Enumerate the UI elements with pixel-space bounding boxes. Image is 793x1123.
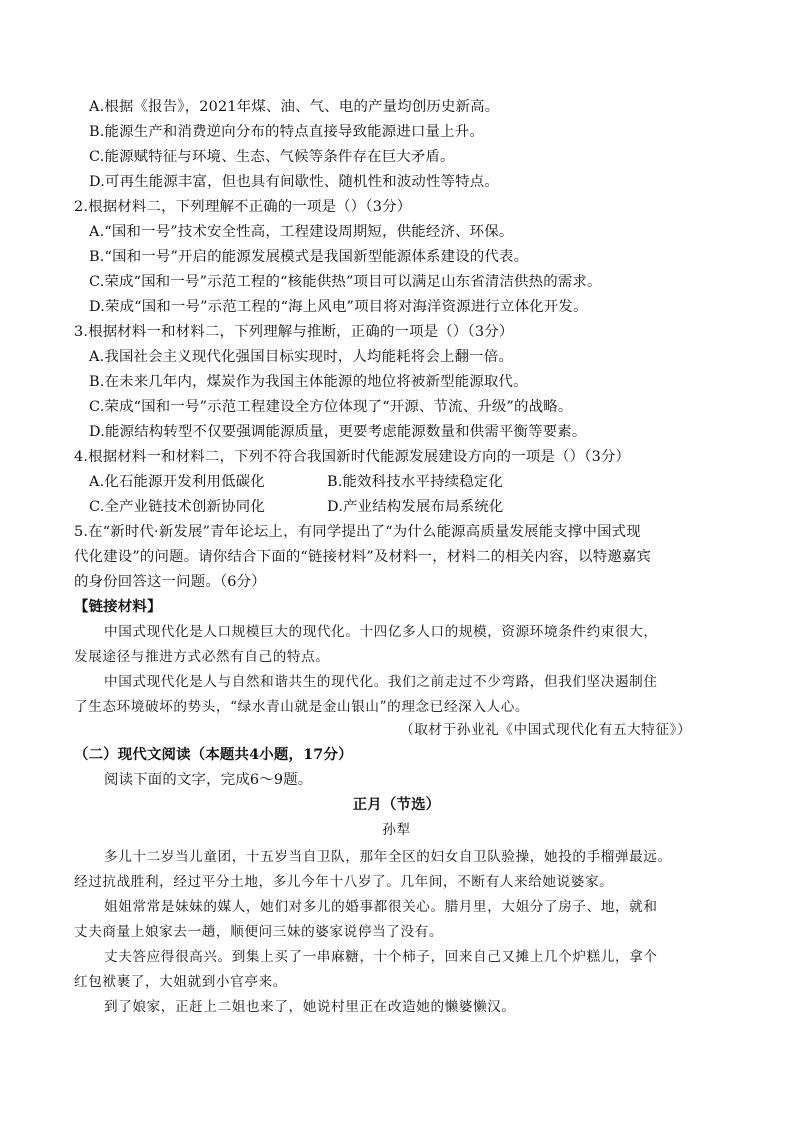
- q4-option-c: C.全产业链技术创新协同化: [89, 499, 265, 515]
- q2-option-c: C.荣成“国和一号”示范工程的“核能供热”项目可以满足山东省清洁供热的需求。: [89, 274, 602, 290]
- section-2-heading: （二）现代文阅读（本题共4小题，17分）: [74, 746, 353, 763]
- q3-option-c: C.荣成“国和一号”示范工程建设全方位体现了“开源、节流、升级”的战略。: [89, 399, 573, 415]
- story-p3-line-1: 丈夫答应得很高兴。到集上买了一串麻糖，十个柿子，回来自己又摊上几个炉糕儿，拿个: [104, 949, 658, 965]
- story-p1-line-1: 多儿十二岁当儿童团，十五岁当自卫队，那年全区的妇女自卫队验操，她投的手榴弹最远。: [104, 849, 672, 865]
- link-material-heading: 【链接材料】: [74, 598, 162, 615]
- story-p2-line-1: 姐姐常常是妹妹的媒人，她们对多儿的婚事都很关心。腊月里，大姐分了房子、地，就和: [104, 899, 658, 915]
- story-p3-line-2: 红包袱裹了，大姐就到小官亭来。: [74, 974, 287, 990]
- link-source: （取材于孙业礼《中国式现代化有五大特征》）: [400, 722, 692, 738]
- q5-line-2: 代化建设”的问题。请你结合下面的“链接材料”及材料一，材料二的相关内容，以特邀嘉宾: [74, 549, 652, 565]
- q3-option-b: B.在未来几年内，煤炭作为我国主体能源的地位将被新型能源取代。: [89, 374, 528, 390]
- link-p2-line-2: 了生态环境破坏的势头，“绿水青山就是金山银山”的理念已经深入人心。: [74, 699, 530, 715]
- story-author: 孙犁: [382, 822, 411, 838]
- q2-option-d: D.荣成“国和一号”示范工程的“海上风电”项目将对海洋资源进行立体化开发。: [89, 299, 588, 315]
- link-p1-line-1: 中国式现代化是人口规模巨大的现代化。十四亿多人口的规模，资源环境条件约束很大，: [104, 624, 658, 640]
- link-p2-line-1: 中国式现代化是人与自然和谐共生的现代化。我们之前走过不少弯路，但我们坚决遏制住: [104, 674, 658, 690]
- q2-option-b: B.“国和一号”开启的能源发展模式是我国新型能源体系建设的代表。: [89, 249, 529, 265]
- story-title: 正月（节选）: [352, 796, 441, 813]
- q5-line-3: 的身份回答这一问题。（6分）: [74, 574, 266, 590]
- q2-stem: 2.根据材料二，下列理解不正确的一项是（）（3分）: [74, 199, 412, 215]
- q3-option-a: A.我国社会主义现代化强国目标实现时，人均能耗将会上翻一倍。: [89, 349, 513, 365]
- story-p4-line-1: 到了娘家，正赶上二姐也来了，她说村里正在改造她的懒婆懒汉。: [104, 999, 516, 1015]
- q1-option-a: A.根据《报告》，2021年煤、油、气、电的产量均创历史新高。: [89, 99, 500, 115]
- q4-option-b: B.能效科技水平持续稳定化: [327, 474, 504, 490]
- q3-option-d: D.能源结构转型不仅要强调能源质量，更要考虑能源数量和供需平衡等要素。: [89, 424, 587, 440]
- link-p1-line-2: 发展途径与推进方式必然有自己的特点。: [74, 649, 330, 665]
- q1-option-b: B.能源生产和消费逆向分布的特点直接导致能源进口量上升。: [89, 124, 484, 140]
- story-p2-line-2: 丈夫商量上娘家去一趟，顺便问三妹的婆家说停当了没有。: [74, 924, 444, 940]
- q1-option-d: D.可再生能源丰富，但也具有间歇性、随机性和波动性等特点。: [89, 174, 499, 190]
- section-2-instruction: 阅读下面的文字，完成6～9题。: [104, 772, 313, 788]
- q2-option-a: A.“国和一号”技术安全性高，工程建设周期短，供能经济、环保。: [89, 224, 514, 240]
- story-p1-line-2: 经过抗战胜利，经过平分土地，多儿今年十八岁了。几年间，不断有人来给她说婆家。: [74, 874, 614, 890]
- q3-stem: 3.根据材料一和材料二，下列理解与推断，正确的一项是（）（3分）: [74, 324, 514, 340]
- q5-line-1: 5.在“新时代·新发展”青年论坛上，有同学提出了“为什么能源高质量发展能支撑中国式现: [74, 524, 641, 540]
- q4-option-d: D.产业结构发展布局系统化: [327, 499, 504, 515]
- q1-option-c: C.能源赋特征与环境、生态、气候等条件存在巨大矛盾。: [89, 149, 455, 165]
- q4-stem: 4.根据材料一和材料二，下列不符合我国新时代能源发展建设方向的一项是（）（3分）: [74, 449, 631, 465]
- q4-option-a: A.化石能源开发利用低碳化: [89, 474, 265, 490]
